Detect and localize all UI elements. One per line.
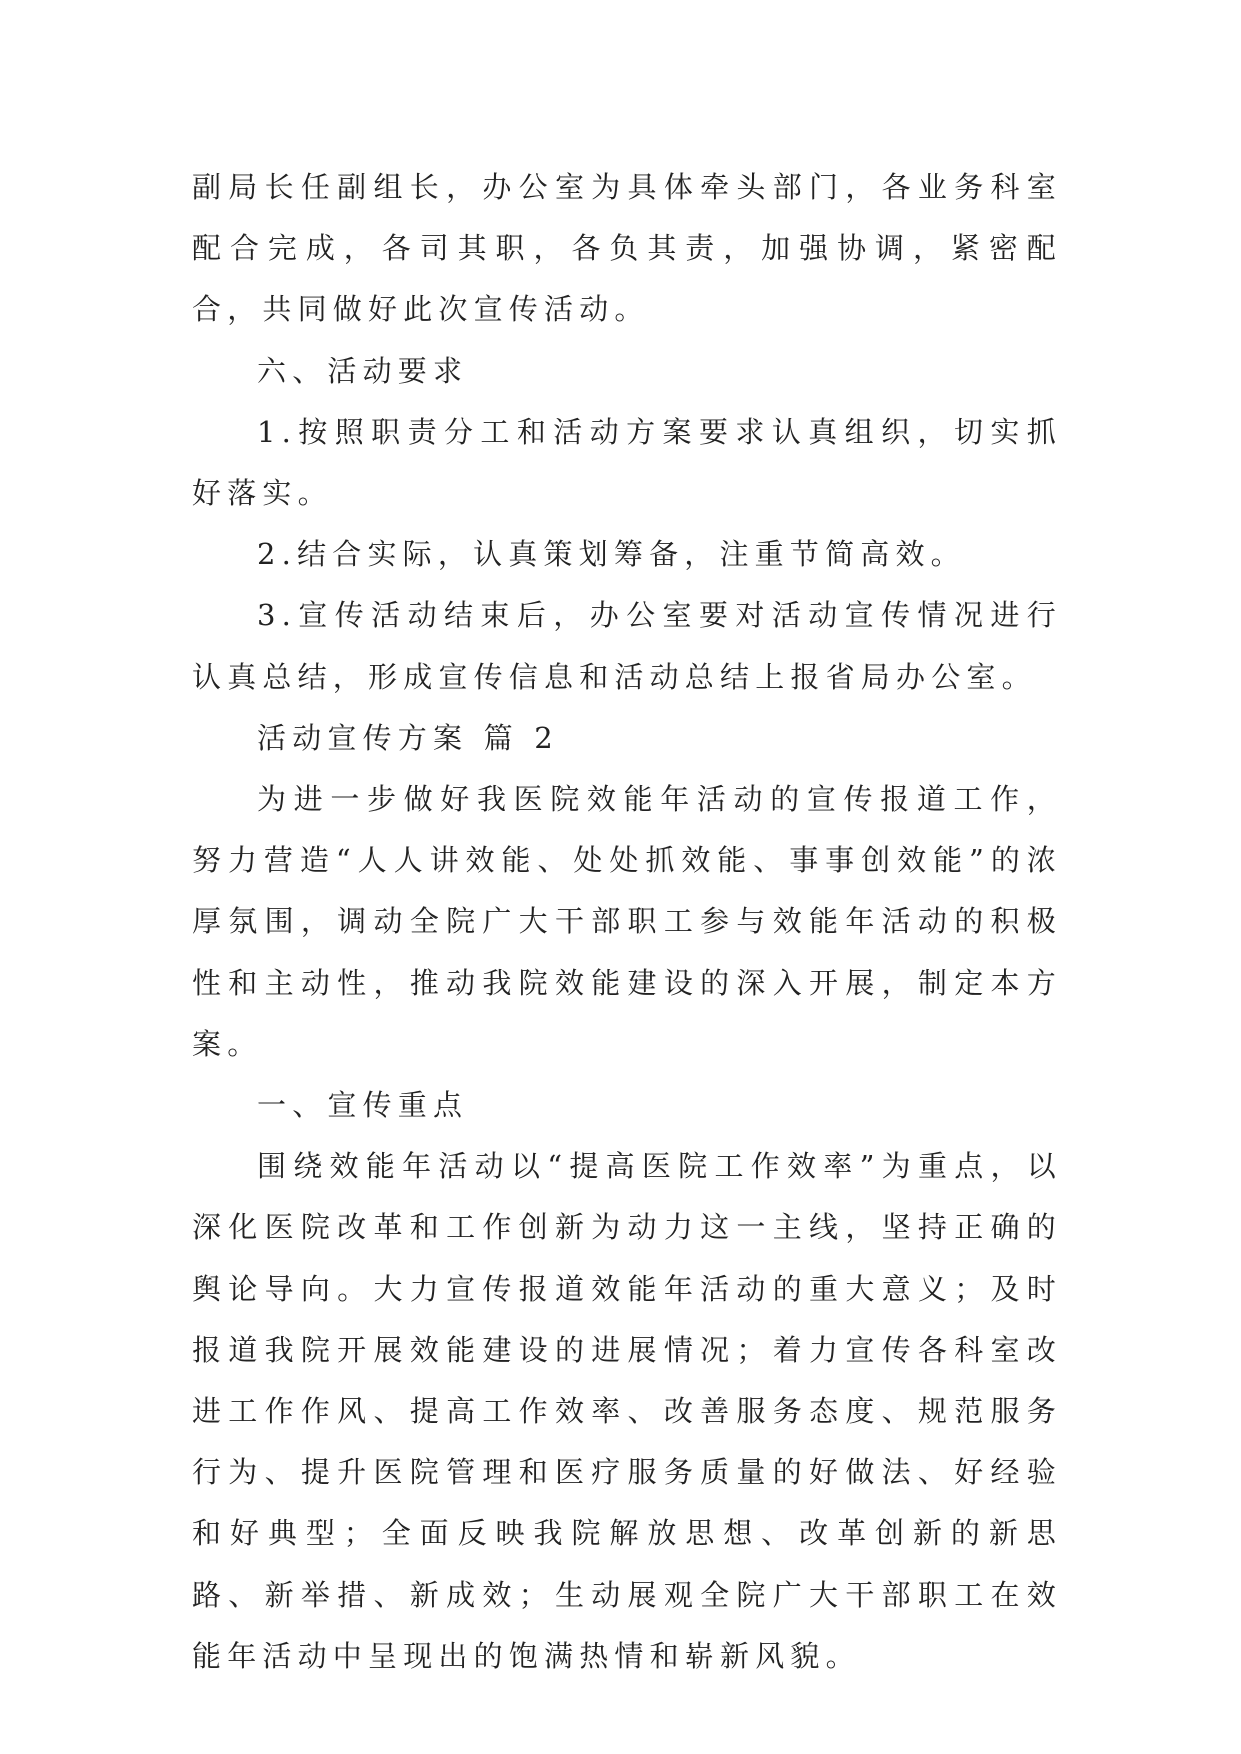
requirement-item-2: 2.结合实际，认真策划筹备，注重节简高效。 [257,537,966,572]
paragraph-publicity-focus: 围绕效能年活动以“提高医院工作效率”为重点，以深化医院改革和工作创新为动力这一主线，坚持正确的舆论导向。大力宣传报道效能年活动的重大意义；及时报道我院开展效能建设的进展情况；着力宣传各科室改进工作作风、提高工作效率、改善服务态度、规范服务行为、提升医院管理和医疗服务质量的好做法、好经验和好典型；全面反映我院解放思想、改革创新的新思路、新举措、新成效；生动展观全院广大干部职工在效能年活动中呈现出的饱满热情和崭新风貌。 [192,1149,1062,1673]
requirement-item-3: 3.宣传活动结束后，办公室要对活动宣传情况进行认真总结，形成宣传信息和活动总结上报省局办公室。 [192,598,1062,694]
document-page [192,157,1062,1687]
requirement-item-1: 1.按照职责分工和活动方案要求认真组织，切实抓好落实。 [192,414,1062,511]
paragraph-continuation: 副局长任副组长，办公室为具体牵头部门，各业务科室配合完成，各司其职，各负其责，加强协调，紧密配合，共同做好此次宣传活动。 [192,170,1062,327]
section-title-plan-2: 活动宣传方案 篇 2 [257,720,559,755]
paragraph-intro: 为进一步做好我医院效能年活动的宣传报道工作，努力营造“人人讲效能、处处抓效能、事事创效能”的浓厚氛围，调动全院广大干部职工参与效能年活动的积极性和主动性，推动我院效能建设的深入开展，制定本方案。 [192,782,1062,1061]
heading-activity-requirements: 六、活动要求 [257,353,469,388]
heading-publicity-focus: 一、宣传重点 [257,1088,469,1123]
